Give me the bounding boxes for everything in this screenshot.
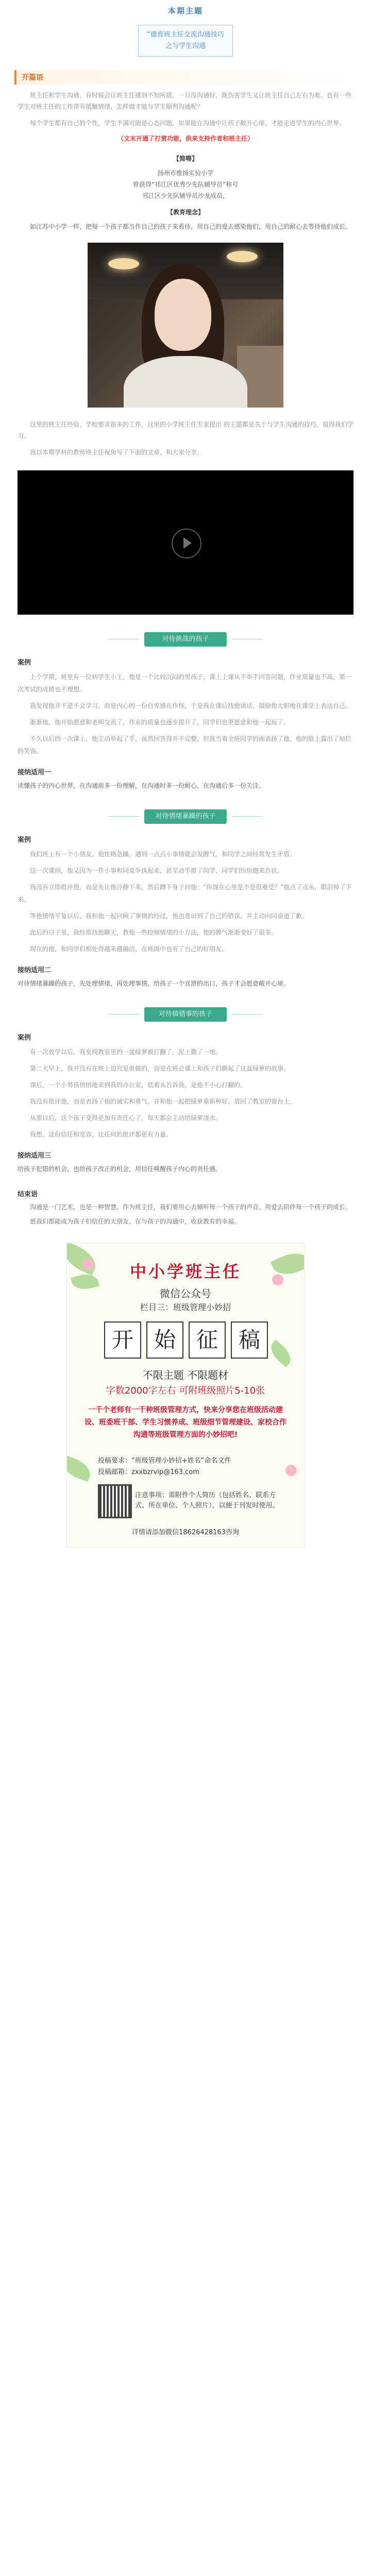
poster-wechat-contact: 详情请添加微信18626428163咨询 xyxy=(132,1529,239,1536)
header-title: 本期主题 xyxy=(167,6,203,15)
bio-tag-philosophy: 【教育理念】 xyxy=(166,209,204,216)
section-1-paragraph: 渐渐地，他开始愿意和老师交流了，作业的质量也逐步提升了，同学们也更愿意和他一起玩了。 xyxy=(30,719,290,726)
section-3-case-label: 案例 xyxy=(18,1034,31,1042)
section-2-banner-text: 对待情绪暴躁的孩子 xyxy=(155,812,216,820)
poster-description: 一千个老师有一千种班级管理方式，快来分享您在班级活动建设、班委班干部、学生习惯养成、班级细节管理建设、家校合作沟通等班级管理方面的小妙招吧! xyxy=(85,1406,286,1439)
play-icon[interactable] xyxy=(172,529,201,558)
bio-line-member: 邗江区少先队辅导员沙龙成员， xyxy=(142,192,229,199)
section-2-paragraph: 此后的日子里，我经常找他聊天，教他一些控制情绪的小方法，他的脾气渐渐变好了很多。 xyxy=(30,929,278,936)
section-2-summary-title: 接纳适用二 xyxy=(18,967,52,974)
reward-note: （文末开通了打赏功能，供来支持作者和班主任） xyxy=(117,135,254,142)
section-1-paragraph: 我发现他并不是不会学习，而是内心的一份自卑感在作怪，于是我在课后找他谈话，鼓励他大胆地在课堂上表达自己。 xyxy=(30,702,352,709)
theme-box xyxy=(138,25,233,57)
author-bio xyxy=(18,153,353,232)
page-bottom-spacer xyxy=(0,1548,371,1579)
bio-line-school: 扬州市维扬实验小学 xyxy=(157,170,213,177)
poster-notes: 注意事项：需附件个人简历（包括姓名、联系方式、所在单位、个人照片），以便于刊发时使用。 xyxy=(135,1492,279,1510)
intro-heading xyxy=(14,70,357,84)
section-1-paragraph: 上个学期，班里有一位转学生小王，他是一个比较沉闷的男孩子，课上上课从不举手回答问题，作业质量也不高，第一次考试的成绩也不理想。 xyxy=(18,673,352,693)
section-3-paragraph: 我没有批评他，而是表扬了他的诚实和勇气，并和他一起把绿萝重新种好，放回了教室的窗台上。 xyxy=(30,1098,296,1105)
photo-shirt xyxy=(124,356,247,408)
poster-file-naming: 投稿要求：“班级管理小妙招+姓名”命名文件 xyxy=(98,1457,231,1465)
leaf-decoration xyxy=(266,1340,295,1367)
section-2-summary: 对待情绪暴躁的孩子，先处理情绪，再处理事情，给孩子一个宣泄的出口，孩子才会愿意敞开心扉。 xyxy=(18,980,290,987)
bio-philosophy-text: 如江苏中小学一样，把每一个孩子都当作自己的孩子来看待，用自己的爱去感染他们，用自己的耐心去等待他们成长。 xyxy=(30,223,352,230)
intro-heading-text: 开篇语 xyxy=(22,74,43,82)
section-3-paragraph: 我想，这份信任和宽容，比任何的批评都更有力量。 xyxy=(30,1131,173,1138)
section-3-paragraph: 第二天早上，我并没有在班上追究是谁做的，而是在班会课上和孩子们聊起了这盆绿萝的故事。 xyxy=(30,1065,290,1072)
after-photo-paragraph-1: 这里的班主任经验，学校要求很多的工作，这里的小学班主任专家提出 的主题都是关于与学生沟通的技巧，值得我们学习。 xyxy=(18,421,353,439)
poster-headline-char: 征 xyxy=(189,1321,226,1359)
article-header xyxy=(0,0,371,21)
photo-lamp xyxy=(227,251,258,262)
photo-lamp xyxy=(108,258,139,269)
author-photo xyxy=(88,243,283,408)
section-1-paragraph: 不久以后的一次课上，他主动举起了手，虽然回答得并不完整，但我当着全班同学的面表扬了他，他的脸上露出了灿烂的笑容。 xyxy=(18,735,352,755)
poster-headline-char: 开 xyxy=(104,1321,141,1359)
section-1-banner-text: 对待挑战的孩子 xyxy=(162,635,209,643)
video-player[interactable] xyxy=(18,470,353,615)
section-3-summary: 给孩子犯错的机会，也给孩子改正的机会，用信任唤醒孩子内心的责任感。 xyxy=(18,1165,222,1173)
section-1-summary: 读懂孩子的内心世界，在沟通前多一份理解，在沟通时多一份耐心，在沟通后多一份关注。 xyxy=(18,782,265,789)
ending-paragraph-2: 愿我们都能成为孩子们信任的大朋友，在与孩子的沟通中，收获教育的幸福。 xyxy=(30,1218,241,1225)
theme-line-1: “德育班主任交流沟通技巧 xyxy=(147,31,224,39)
poster-word-count: 字数2000字左右 可附班级照片5-10张 xyxy=(106,1385,265,1396)
section-2-banner xyxy=(144,809,227,824)
section-2-paragraph: 等他情绪平复以后，我和他一起回顾了事情的经过，他也意识到了自己的错误，并主动向同桌道了歉。 xyxy=(30,912,309,920)
section-3-banner-text: 对待做错事的孩子 xyxy=(158,1010,212,1018)
theme-line-2: 之与学生沟通 xyxy=(165,42,206,50)
ending-title: 结束语 xyxy=(18,1191,38,1198)
poster-submission-info xyxy=(98,1455,231,1478)
section-3-paragraph: 有一次放学以后，我发现教室里的一盆绿萝被打翻了，泥土撒了一地。 xyxy=(30,1048,222,1056)
section-2-paragraph: 现在的他，和同学们相处得越来越融洽，在班级中也有了自己的好朋友。 xyxy=(30,945,228,953)
leaf-decoration xyxy=(66,1455,94,1482)
poster-headline-char: 稿 xyxy=(231,1321,268,1359)
section-2-paragraph: 这一次课间，他又因为一件小事和同桌争执起来，甚至动手推了同学，同学们纷纷跑来告状。 xyxy=(30,867,284,874)
section-2-paragraph: 我们班上有一个小朋友，他性格急躁，遇到一点点小事情就会发脾气，和同学之间经常发生矛盾。 xyxy=(30,851,296,858)
flower-decoration xyxy=(285,1465,297,1476)
section-3-summary-title: 接纳适用三 xyxy=(18,1152,52,1160)
poster-subtitle: 微信公众号 xyxy=(160,1287,211,1300)
intro-paragraph-2: 每个学生都有自己的个性，学生不满可能是心态问题，如果能在沟通中让孩子敞开心扉，才能走进学生的内心世界。 xyxy=(30,120,346,127)
poster-no-limit: 不限主题 不限题材 xyxy=(142,1369,229,1381)
section-2-case-label: 案例 xyxy=(18,836,31,844)
section-1-case-label: 案例 xyxy=(18,659,31,667)
bio-line-award: 曾获得“邗江区优秀少先队辅导员”称号 xyxy=(132,181,239,188)
section-2-paragraph: 我没有立即批评他，而是先让他冷静下来，然后蹲下身子问他：“你现在心里是不是很难受？”他点了点头，眼泪掉了下来。 xyxy=(18,884,352,903)
qr-code-icon xyxy=(98,1484,132,1518)
after-photo-paragraph-2: 我以本期学科的教师班主任视角写了下面的文章，和大家分享。 xyxy=(30,449,204,456)
section-3-banner xyxy=(144,1007,227,1022)
call-for-papers-poster xyxy=(66,1243,305,1548)
bio-tag-profile: 【简嘚】 xyxy=(173,155,198,162)
poster-headline-char: 始 xyxy=(146,1321,183,1359)
poster-title: 中小学班主任 xyxy=(129,1262,241,1281)
section-3-paragraph: 从那以后，这个孩子变得更加有责任心了，每天都会主动给绿萝浇水。 xyxy=(30,1114,222,1122)
ending-paragraph-1: 沟通是一门艺术，也是一种智慧。作为班主任，我们要用心去倾听每一个孩子的声音，用爱去陪伴每一个孩子的成长。 xyxy=(30,1204,352,1211)
poster-email[interactable]: 投稿邮箱：zxxbzrvip@163.com xyxy=(98,1468,199,1476)
section-1-summary-title: 接纳适用一 xyxy=(18,769,52,776)
poster-headline xyxy=(104,1321,268,1359)
section-1-banner xyxy=(144,632,227,647)
intro-paragraph-1: 班主任和学生沟通，有时候会让班主任感到不知所措，一旦没沟通好，既伤害学生又让班主任自己左右为难。也有一些学生对班主任的工作带有抵触情绪，怎样做才能与学生顺利沟通呢？ xyxy=(18,92,352,110)
photo-face xyxy=(155,279,211,351)
poster-column: 栏目三：班级管理小妙招 xyxy=(140,1302,231,1312)
section-3-paragraph: 课后，一个小男孩悄悄地来到我的办公室，低着头告诉我，是他不小心打翻的。 xyxy=(30,1081,247,1089)
